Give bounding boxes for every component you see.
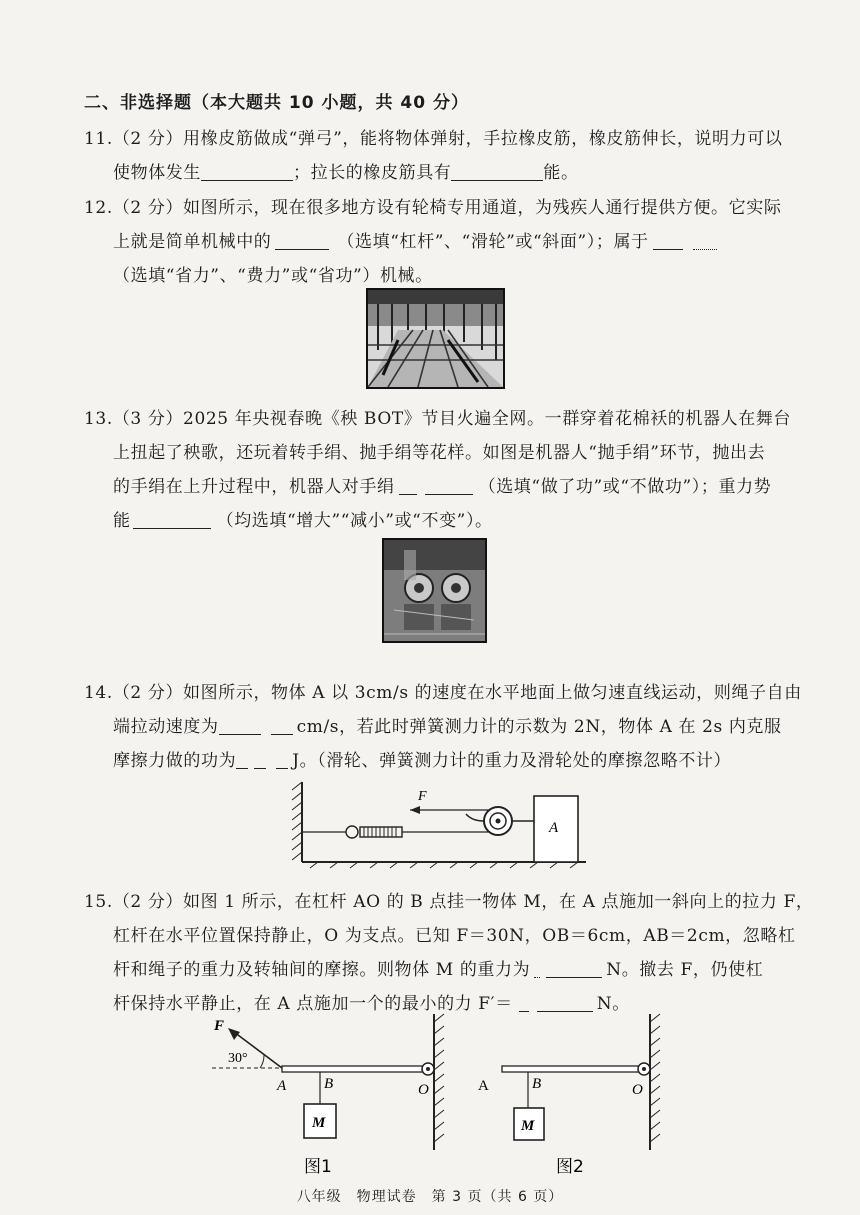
q14-text-a: 端拉动速度为 (113, 717, 219, 737)
q14-text-b: cm/s，若此时弹簧测力计的示数为 2N，物体 A 在 2s 内克服 (296, 717, 782, 737)
fig1-label-M: M (312, 1115, 326, 1131)
q12-line1: 12.（2 分）如图所示，现在很多地方设有轮椅专用通道，为残疾人通行提供方便。它实际 (84, 198, 782, 218)
q11-text-b: ；拉长的橡皮筋具有 (293, 163, 452, 183)
q15-line1: 15.（2 分）如图 1 所示，在杠杆 AO 的 B 点挂一物体 M，在 A 点施加一斜向上的拉力 F， (84, 892, 814, 912)
robot-handkerchief-photo (382, 538, 487, 643)
q11-blank-2[interactable] (451, 163, 543, 181)
fig2-caption: 图2 (556, 1157, 584, 1177)
wheelchair-ramp-photo (366, 288, 505, 389)
pulley-figure (290, 770, 590, 870)
q12-text-a: 上就是简单机械中的 (113, 232, 272, 252)
fig1-caption: 图1 (304, 1157, 332, 1177)
page-footer: 八年级 物理试卷 第 3 页（共 6 页） (296, 1189, 564, 1205)
q14-text-d: J。（滑轮、弹簧测力计的重力及滑轮处的摩擦忽略不计） (292, 751, 732, 771)
q13-line1: 13.（3 分）2025 年央视春晚《秧 BOT》节目火遍全网。一群穿着花棉袄的机器人在舞台 (84, 409, 792, 429)
q14-blank-1a[interactable] (219, 717, 261, 735)
q13-text-d: （均选填“增大”“减小”或“不变”）。 (216, 511, 493, 531)
q14-blank-2[interactable] (276, 751, 288, 769)
q13-line2: 上扭起了秧歌，还玩着转手绢、抛手绢等花样。如图是机器人“抛手绢”环节，抛出去 (113, 443, 766, 463)
section-title: 二、非选择题（本大题共 10 小题，共 40 分） (84, 93, 469, 113)
q14-line1: 14.（2 分）如图所示，物体 A 以 3cm/s 的速度在水平地面上做匀速直线运动，则绳子自由 (84, 683, 802, 703)
fig1-label-B: B (324, 1076, 334, 1092)
q13-text-c: 能 (113, 511, 131, 531)
q13-blank-2[interactable] (133, 511, 211, 529)
q15-blank-1a[interactable] (534, 960, 540, 978)
q15-text-a: 杆和绳子的重力及转轴间的摩擦。则物体 M 的重力为 (113, 960, 531, 980)
q12-blank-2[interactable] (653, 232, 683, 250)
q15-text-d: N。 (596, 994, 630, 1014)
fig1-label-O: O (418, 1082, 429, 1098)
force-label-F: F (418, 789, 427, 804)
q14-line3 (113, 746, 731, 771)
q12-line3: （选填“省力”、“费力”或“省功”）机械。 (113, 266, 433, 286)
q14-blank-1[interactable] (271, 717, 293, 735)
fig1-label-F: F (214, 1018, 225, 1034)
fig2-label-A: A (478, 1078, 489, 1094)
q13-text-a: 的手绢在上升过程中，机器人对手绢 (113, 477, 395, 497)
q11-blank-1[interactable] (201, 163, 293, 181)
q12-text-b: （选填“杠杆”、“滑轮”或“斜面”）；属于 (337, 232, 649, 252)
fig1-label-angle: 30° (228, 1051, 248, 1066)
q11-text-a: 使物体发生 (113, 163, 201, 183)
q15-line3 (113, 955, 763, 980)
q15-line2: 杠杆在水平位置保持静止，O 为支点。已知 F＝30N，OB＝6cm，AB＝2cm，忽略杠 (113, 926, 796, 946)
q12-line2 (113, 227, 717, 252)
q11-text-c: 能。 (543, 163, 579, 183)
block-label-A: A (549, 820, 559, 836)
q15-blank-1[interactable] (546, 960, 602, 978)
q13-line4 (113, 506, 493, 531)
lever-figure-2 (470, 1010, 670, 1180)
q12-blank-2b[interactable] (693, 232, 717, 250)
q14-blank-2a[interactable] (236, 751, 248, 769)
q14-line2 (113, 712, 782, 737)
fig2-label-O: O (632, 1082, 643, 1098)
q13-text-b: （选填“做了功”或“不做功”）；重力势 (478, 477, 772, 497)
lever-figure-1 (200, 1010, 450, 1180)
q11-line1: 11.（2 分）用橡皮筋做成“弹弓”，能将物体弹射，手拉橡皮筋，橡皮筋伸长，说明力可以 (84, 129, 783, 149)
q13-blank-1[interactable] (425, 477, 473, 495)
q15-text-b: N。撤去 F，仍使杠 (606, 960, 764, 980)
q11-line2 (113, 158, 579, 183)
q12-blank-1[interactable] (275, 232, 329, 250)
fig2-label-M: M (521, 1118, 535, 1134)
q13-line3 (113, 472, 771, 497)
fig1-label-A: A (277, 1078, 287, 1094)
fig2-label-B: B (532, 1076, 542, 1092)
q14-blank-2b[interactable] (254, 751, 266, 769)
q13-blank-1a[interactable] (399, 477, 417, 495)
q14-text-c: 摩擦力做的功为 (113, 751, 237, 771)
q15-text-c: 杆保持水平静止，在 A 点施加一个的最小的力 F′＝ (113, 994, 513, 1014)
